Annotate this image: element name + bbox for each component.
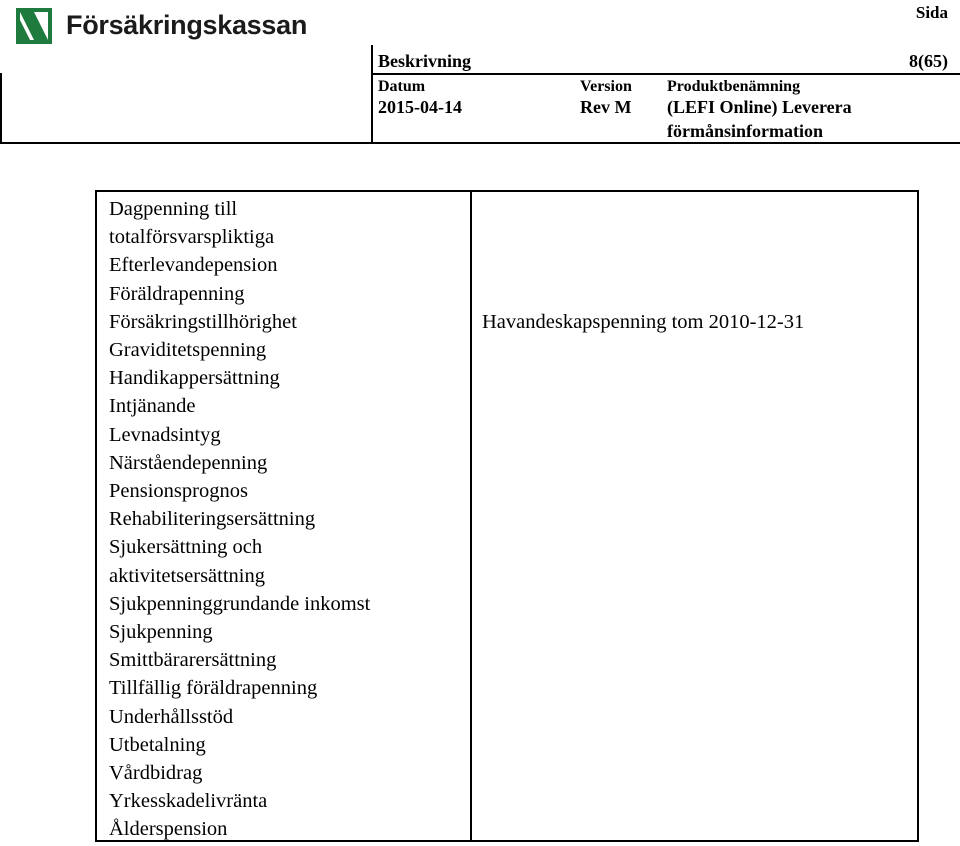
list-item: Sjukpenninggrundande inkomst <box>109 592 371 615</box>
document-type: Beskrivning <box>378 51 472 71</box>
list-item: aktivitetsersättning <box>109 564 265 587</box>
list-item: Ålderspension <box>109 818 228 841</box>
datum-label: Datum <box>378 78 426 95</box>
product-value-line1: (LEFI Online) Leverera <box>667 97 852 117</box>
version-value: Rev M <box>580 97 632 117</box>
list-item: totalförsvarspliktiga <box>109 226 275 249</box>
list-item: Tillfällig föräldrapenning <box>109 677 318 700</box>
list-item: Underhållsstöd <box>109 705 234 728</box>
list-item: Utbetalning <box>109 733 206 756</box>
list-item: Dagpenning till <box>109 198 238 220</box>
logo <box>16 8 346 52</box>
list-item: Yrkesskadelivränta <box>109 790 268 813</box>
logo-text: Försäkringskassan <box>66 10 308 40</box>
list-item: Efterlevandepension <box>109 254 278 277</box>
table-column-divider <box>470 192 472 840</box>
list-item: Graviditetspenning <box>109 339 267 362</box>
list-item: Vårdbidrag <box>109 762 203 785</box>
product-value-line2: förmånsinformation <box>667 121 823 141</box>
datum-value: 2015-04-14 <box>378 97 462 117</box>
benefits-table <box>95 190 919 842</box>
forsakringskassan-logo-icon <box>16 8 52 44</box>
list-item: Rehabiliteringsersättning <box>109 508 316 531</box>
list-item: Smittbärarersättning <box>109 649 277 672</box>
header-left-border <box>0 73 2 144</box>
list-item: Föräldrapenning <box>109 282 245 305</box>
page-number: 8(65) <box>909 51 948 71</box>
product-label: Produktbenämning <box>667 78 801 95</box>
list-item: Närståendepenning <box>109 451 268 474</box>
list-item: Sjukpenning <box>109 621 213 644</box>
sida-label: Sida <box>915 3 948 22</box>
version-label: Version <box>580 78 632 95</box>
header-divider <box>371 45 373 144</box>
list-item: Sjukersättning och <box>109 536 263 559</box>
list-item: Levnadsintyg <box>109 423 221 446</box>
right-cell-text: Havandeskapspenning tom 2010-12-31 <box>482 311 805 333</box>
list-item: Pensionsprognos <box>109 480 248 503</box>
list-item: Handikappersättning <box>109 367 280 390</box>
benefit-list <box>109 195 465 844</box>
list-item: Intjänande <box>109 395 196 418</box>
header-top-rule <box>372 73 960 75</box>
list-item: Försäkringstillhörighet <box>109 310 297 333</box>
product-value <box>667 95 852 143</box>
